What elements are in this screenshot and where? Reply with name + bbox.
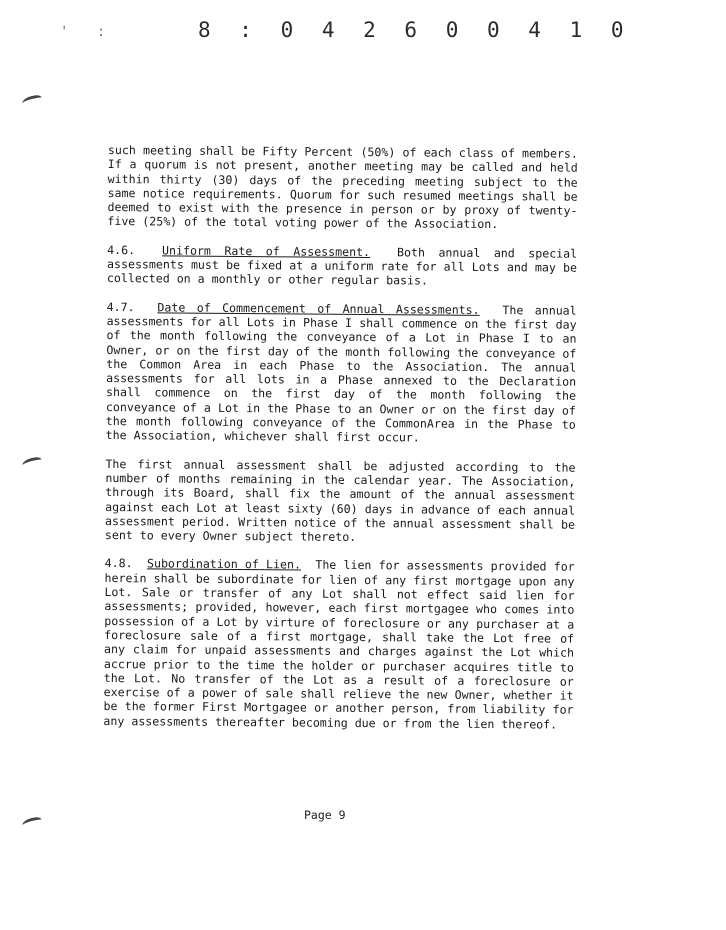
section-body: The annual assessments for all Lots in Phase I shall commence on the first day of the month following the conveyance of a Lot in Phase I to an Owner, or on the first day of the month following the conveyance of the Common Area in each Phase to the Association. The annual assessments for all lots in a Phase annexed to the Declaration shall commence on the first day of the month following the conveyance of a Lot in the Phase to an Owner or on the first day of the month following conveyance of the CommonArea in the Phase to the Association, whichever shall first occur. (105, 302, 577, 445)
scan-corner-marks: ' : (60, 24, 116, 40)
section-4-6 (107, 243, 577, 290)
paragraph-first-assessment: The first annual assessment shall be adjusted according to the number of months remaining in the calendar year. The Association, through its Board, shall fix the amount of the annual assessment against each Lot at least sixty (60) days in advance of each annual assessment period. Written notice of the annual assessment shall be sent to every Owner subject thereto. (104, 456, 576, 545)
section-number: 4.6. (107, 242, 136, 257)
section-body: Both annual and special assessments must be fixed at a uniform rate for all Lots and may be collected on a monthly or other regular basis. (106, 245, 578, 288)
section-number: 4.7. (106, 299, 135, 314)
section-4-8 (103, 556, 574, 731)
section-heading: Uniform Rate of Assessment. (162, 243, 371, 259)
section-heading: Date of Commencement of Annual Assessments. (157, 300, 480, 317)
document-body (103, 143, 578, 746)
page-number: Page 9 (304, 808, 346, 822)
scan-punch-mark (21, 94, 42, 107)
scan-punch-mark (21, 816, 42, 829)
section-body: The lien for assessments provided for herein shall be subordinate for lien of any first mortgage upon any Lot. Sale or transfer of any Lot shall not effect said lien for assessments; provided, however, each first mortgagee who comes into possession of a Lot by virture of foreclosure or any purchaser at a foreclosure sale of a first mortgage, shall take the Lot free of any claim for unpaid assessments and charges against the Lot which accrue prior to the time the holder or purchaser acquires title to the Lot. No transfer of the Lot as a result of a foreclosure or exercise of a power of sale shall relieve the new Owner, whether it be the former First Mortgagee or another person, from liability for any assessments thereafter becoming due or from the lien thereof. (103, 558, 575, 732)
section-number: 4.8. (104, 556, 133, 571)
section-heading: Subordination of Lien. (146, 556, 302, 572)
scan-punch-mark (21, 456, 42, 469)
document-number: 8 : 0 4 2 6 0 0 4 1 0 (198, 18, 632, 42)
section-4-7 (106, 300, 577, 447)
paragraph-quorum: such meeting shall be Fifty Percent (50%) of each class of members. If a quorum is not present, another meeting may be called and held within thirty (30) days of the preceding meeting subject to the same notice requirements. Quorum for such resumed meetings shall be deemed to exist with the presence in person or by proxy of twenty-five (25%) of the total voting power of the Association. (107, 143, 578, 232)
